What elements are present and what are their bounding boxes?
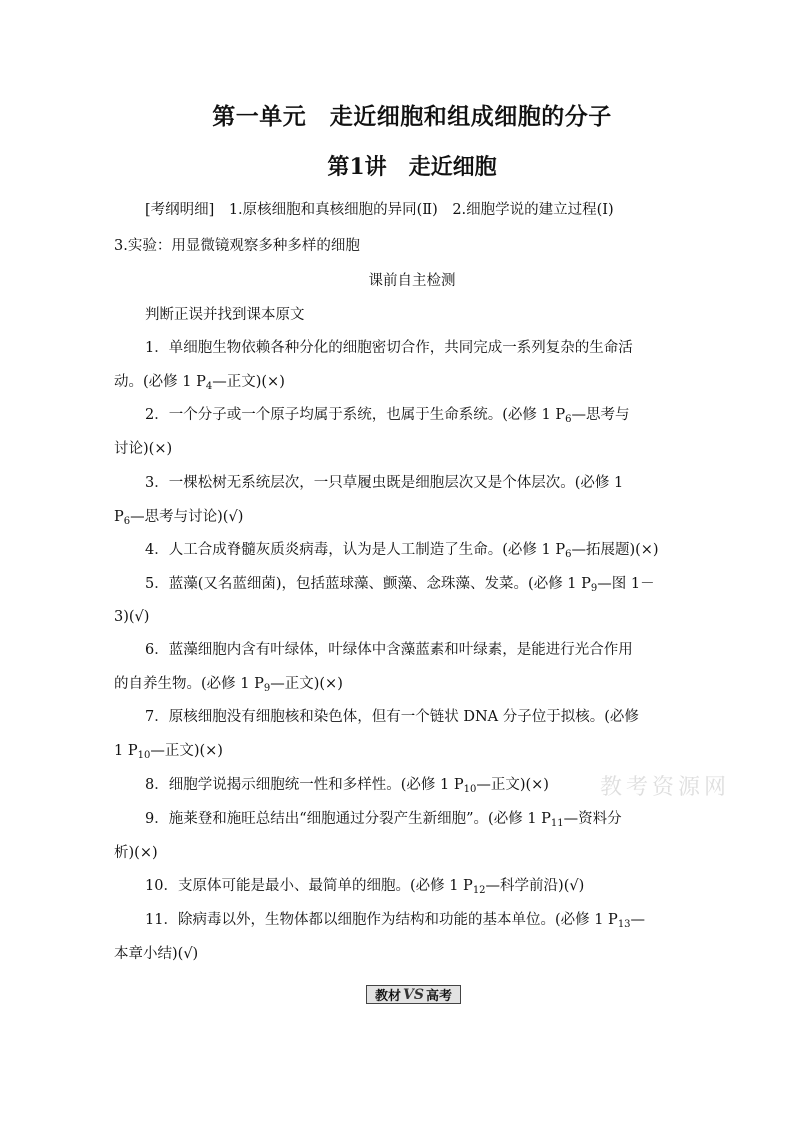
item-11-line-2: 本章小结)(√)	[114, 946, 199, 962]
item-7-line-1: 7．原核细胞没有细胞核和染色体，但有一个链状 DNA 分子位于拟核。(必修	[145, 709, 639, 725]
item-5-line-1: 5．蓝藻(又名蓝细菌)，包括蓝球藻、颤藻、念珠藻、发菜。(必修 1 $P_9—$图 1－	[145, 576, 655, 594]
item-1-line-2: 动。(必修 1 $P_4—$正文)(×)	[114, 374, 285, 392]
item-6-line-1: 6．蓝藻细胞内含有叶绿体，叶绿体中含藻蓝素和叶绿素，是能进行光合作用	[145, 642, 633, 658]
unit-title: 第一单元 走近细胞和组成细胞的分子	[212, 103, 612, 130]
syllabus-line-2: 3.实验：用显微镜观察多种多样的细胞	[114, 238, 360, 254]
item-7-line-2: 1 $P_{10}—$正文)(×)	[114, 743, 223, 761]
item-2-line-2: 讨论)(×)	[114, 441, 173, 457]
watermark: 教考资源网	[600, 775, 731, 800]
item-1-line-1: 1．单细胞生物依赖各种分化的细胞密切合作，共同完成一系列复杂的生命活	[145, 340, 633, 356]
lecture-title: 第1讲 走近细胞	[327, 154, 497, 180]
section-heading: 课前自主检测	[368, 273, 456, 289]
item-4-line-1: 4．人工合成脊髓灰质炎病毒，认为是人工制造了生命。(必修 1 $P_6—$拓展题)(×)	[145, 542, 659, 560]
syllabus-line-1: [考纲明细] 1.原核细胞和真核细胞的异同(Ⅱ) 2.细胞学说的建立过程(Ⅰ)	[145, 202, 614, 218]
item-3-line-2: $P_6—$思考与讨论)(√)	[114, 509, 244, 527]
badge-left-label: 教材	[374, 989, 401, 1004]
item-9-line-2: 析)(×)	[114, 845, 158, 861]
item-5-line-2: 3)(√)	[114, 609, 150, 625]
item-3-line-1: 3．一棵松树无系统层次，一只草履虫既是细胞层次又是个体层次。(必修 1	[145, 475, 624, 491]
badge-vs-label: VS	[403, 986, 424, 1003]
textbook-vs-exam-badge	[366, 985, 461, 1004]
item-8-line-1: 8．细胞学说揭示细胞统一性和多样性。(必修 1 $P_{10}—$正文)(×)	[145, 777, 549, 795]
item-11-line-1: 11．除病毒以外，生物体都以细胞作为结构和功能的基本单位。(必修 1 $P_{13}—$	[145, 912, 646, 930]
item-6-line-2: 的自养生物。(必修 1 $P_9—$正文)(×)	[114, 676, 343, 694]
item-2-line-1: 2．一个分子或一个原子均属于系统，也属于生命系统。(必修 1 $P_6—$思考与	[145, 407, 630, 425]
instruction: 判断正误并找到课本原文	[145, 307, 305, 323]
item-10-line-1: 10．支原体可能是最小、最简单的细胞。(必修 1 $P_{12}—$科学前沿)(√)	[145, 878, 585, 896]
badge-right-label: 高考	[425, 989, 452, 1004]
item-9-line-1: 9．施莱登和施旺总结出“细胞通过分裂产生新细胞”。(必修 1 $P_{11}—$资料分	[145, 811, 622, 829]
